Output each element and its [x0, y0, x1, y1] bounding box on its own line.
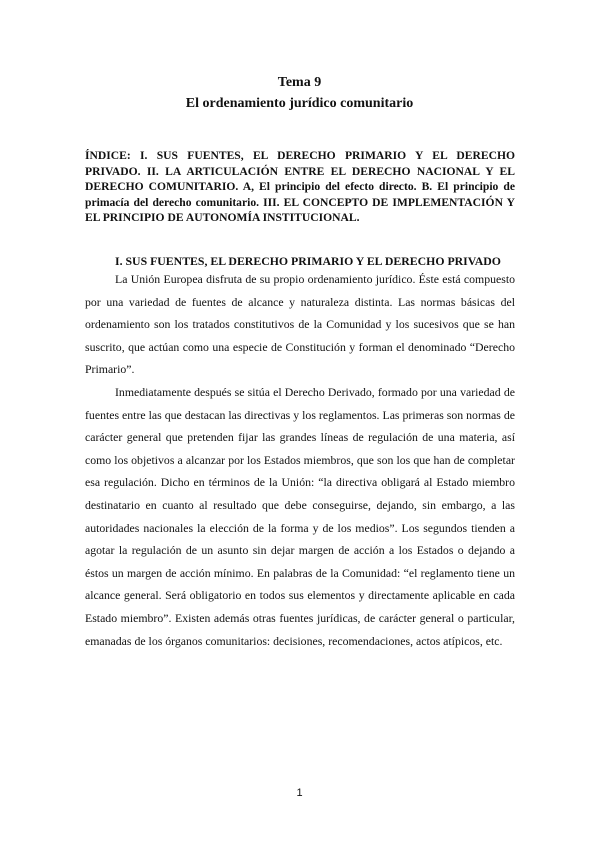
paragraph: La Unión Europea disfruta de su propio ordenamiento jurídico. Éste está compuesto por una variedad de fuentes de alcance y naturaleza distinta. Las normas básicas del ordenamiento son los tratados constitutivos de la Comunidad y los sucesivos que se han suscrito, que actúan como una especie de Constitución y forman el denominado “Derecho Primario”.: [85, 272, 515, 377]
table-of-contents: ÍNDICE: I. SUS FUENTES, EL DERECHO PRIMARIO Y EL DERECHO PRIVADO. II. LA ARTICULACIÓN ENTRE EL DERECHO NACIONAL Y EL DERECHO COMUNITARIO. A, El principio del efecto directo. B. El principio de primacía del derecho comunitario. III. EL CONCEPTO DE IMPLEMENTACIÓN Y EL PRINCIPIO DE AUTONOMÍA INSTITUCIONAL.: [85, 149, 515, 224]
topic-number: Tema 9: [277, 75, 322, 90]
paragraph: Inmediatamente después se sitúa el Derecho Derivado, formado por una variedad de fuentes entre las que destacan las directivas y los reglamentos. Las primeras son normas de carácter general que pretenden fijar las grandes líneas de regulación de una materia, así como los objetivos a alcanzar por los Estados miembros, que son los que han de completar esa regulación. Dicho en términos de la Unión: “la directiva obligará al Estado miembro destinatario en cuanto al resultado que debe conseguirse, dejando, sin embargo, a las autoridades nacionales la elección de la forma y de los medios”. Los segundos tienden a agotar la regulación de un asunto sin dejar margen de acción a los Estados o dejando a éstos un margen de acción mínimo. En palabras de la Comunidad: “el reglamento tiene un alcance general. Será obligatorio en todos sus elementos y directamente aplicable en cada Estado miembro”. Existen además otras fuentes jurídicas, de carácter general o particular, emanadas de los órganos comunitarios: decisiones, recomendaciones, actos atípicos, etc.: [85, 385, 515, 648]
page-number: 1: [296, 787, 303, 799]
page-title: El ordenamiento jurídico comunitario: [185, 96, 414, 111]
section-heading: I. SUS FUENTES, EL DERECHO PRIMARIO Y EL DERECHO PRIVADO: [115, 254, 501, 268]
